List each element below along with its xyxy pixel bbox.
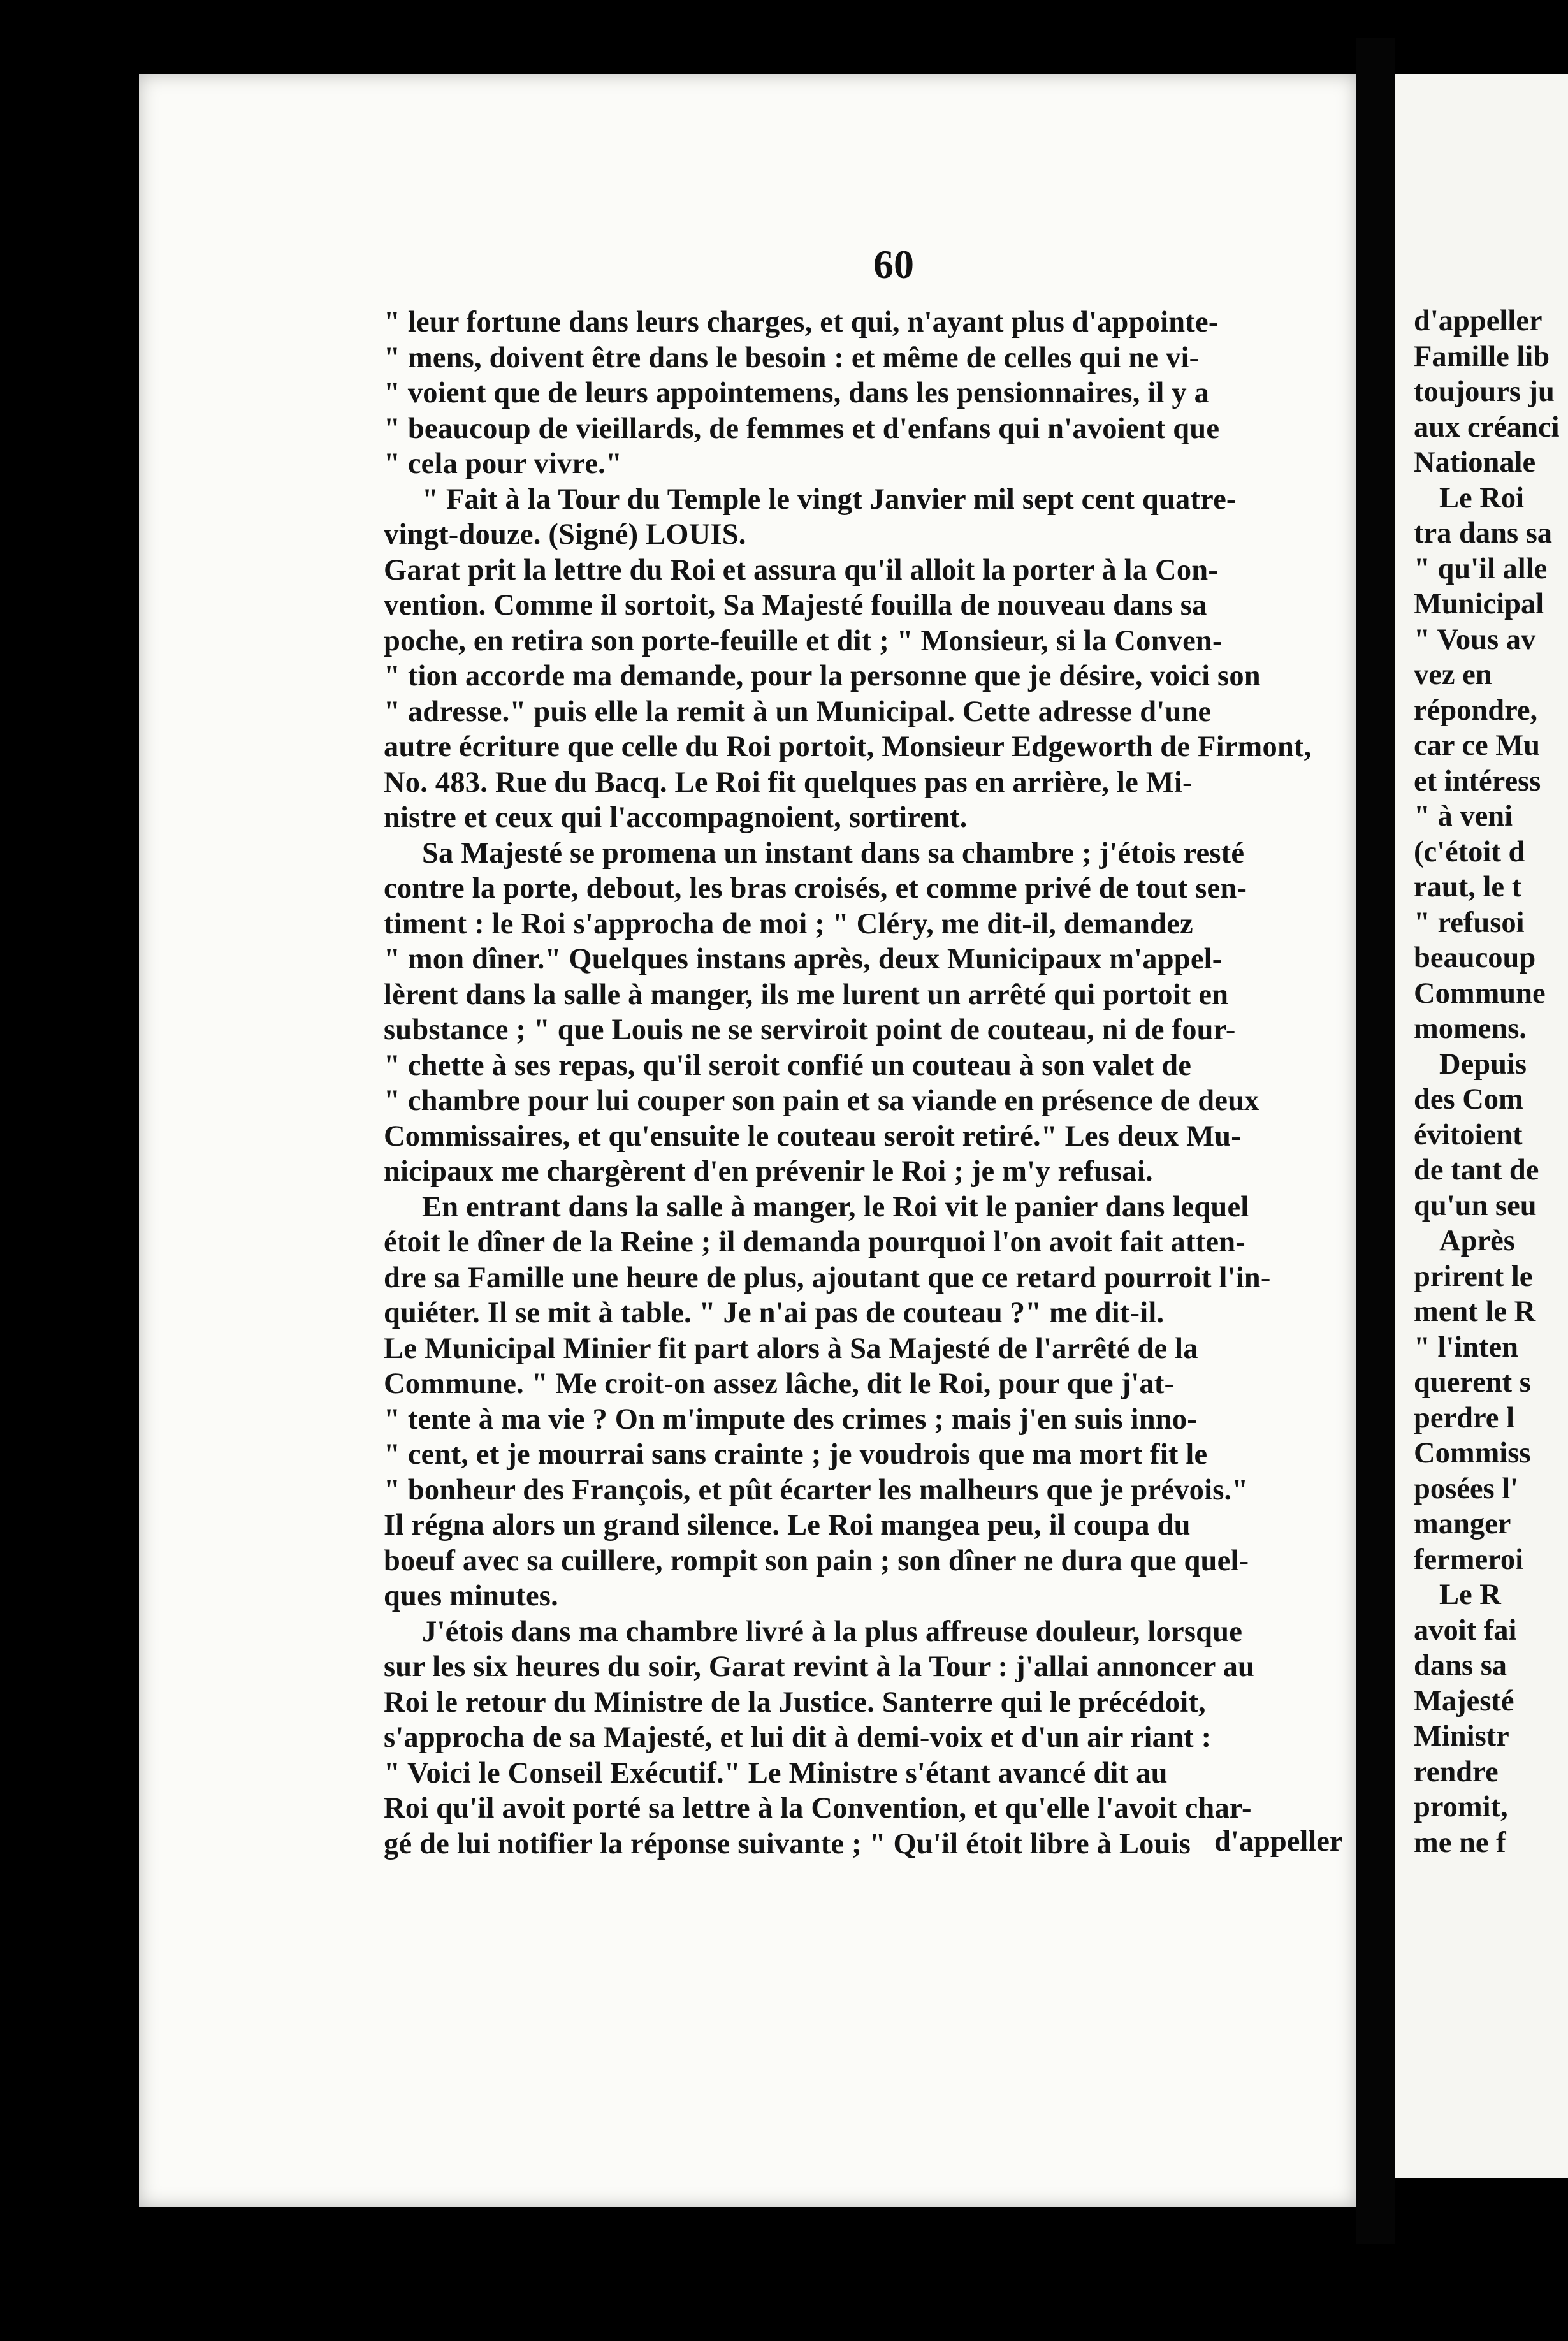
text-line: " tente à ma vie ? On m'impute des crimes ; mais j'en suis inno- (384, 1403, 1197, 1436)
text-line: " l'inten (1414, 1331, 1519, 1364)
text-line: Commiss (1414, 1437, 1531, 1470)
text-line: No. 483. Rue du Bacq. Le Roi fit quelques pas en arrière, le Mi- (384, 766, 1193, 799)
text-line: car ce Mu (1414, 729, 1540, 762)
text-line: vingt-douze. (Signé) LOUIS. (384, 518, 746, 551)
text-line: posées l' (1414, 1472, 1519, 1505)
text-line: perdre l (1414, 1401, 1514, 1434)
text-line: sur les six heures du soir, Garat revint à la Tour : j'allai annoncer au (384, 1651, 1255, 1683)
text-line: " beaucoup de vieillards, de femmes et d'enfans qui n'avoient que (384, 412, 1220, 445)
text-line: s'approcha de sa Majesté, et lui dit à demi-voix et d'un air riant : (384, 1721, 1212, 1754)
text-line: toujours ju (1414, 376, 1555, 408)
text-line: beaucoup (1414, 942, 1536, 974)
text-line: rendre (1414, 1755, 1499, 1788)
text-line: Majesté (1414, 1684, 1514, 1717)
text-line: aux créanci (1414, 411, 1560, 444)
text-line: Depuis (1439, 1047, 1527, 1081)
left-page-text (384, 305, 1359, 1862)
text-line: boeuf avec sa cuillere, rompit son pain ; son dîner ne dura que quel- (384, 1544, 1249, 1577)
text-line: " mon dîner." Quelques instans après, deux Municipaux m'appel- (384, 943, 1223, 975)
text-line: raut, le t (1414, 871, 1522, 903)
text-line: " bonheur des François, et pût écarter les malheurs que je prévois." (384, 1473, 1249, 1506)
text-line: " qu'il alle (1414, 552, 1548, 585)
text-line: Sa Majesté se promena un instant dans sa chambre ; j'étois resté (422, 836, 1245, 870)
text-line: prirent le (1414, 1260, 1533, 1293)
text-line: promit, (1414, 1791, 1508, 1823)
text-line: nicipaux me chargèrent d'en prévenir le Roi ; je m'y refusai. (384, 1155, 1153, 1188)
text-line: Municipal (1414, 588, 1544, 620)
text-line: Ministr (1414, 1720, 1509, 1753)
text-line: Nationale (1414, 446, 1536, 479)
text-line: contre la porte, debout, les bras croisés, et comme privé de tout sen- (384, 872, 1247, 905)
text-line: substance ; " que Louis ne se serviroit point de couteau, ni de four- (384, 1014, 1236, 1046)
text-line: " refusoi (1414, 906, 1525, 939)
text-line: querent s (1414, 1366, 1531, 1399)
text-line: vez en (1414, 659, 1492, 691)
text-line: Après (1439, 1225, 1515, 1257)
text-line: gé de lui notifier la réponse suivante ; " Qu'il étoit libre à Louis (384, 1827, 1191, 1860)
text-line: " mens, doivent être dans le besoin : et même de celles qui ne vi- (384, 341, 1200, 374)
text-line: " à veni (1414, 800, 1513, 833)
text-line: et intéress (1414, 764, 1541, 798)
text-line: " leur fortune dans leurs charges, et qui, n'ayant plus d'appointe- (384, 306, 1219, 339)
text-line: J'étois dans ma chambre livré à la plus affreuse douleur, lorsque (422, 1615, 1243, 1648)
text-line: dre sa Famille une heure de plus, ajoutant que ce retard pourroit l'in- (384, 1261, 1271, 1294)
right-page-text (1414, 303, 1568, 1860)
text-line: évitoient (1414, 1118, 1523, 1151)
text-line: Commissaires, et qu'ensuite le couteau seroit retiré." Les deux Mu- (384, 1119, 1241, 1153)
text-line: " Voici le Conseil Exécutif." Le Ministre s'étant avancé dit au (384, 1756, 1168, 1790)
text-line: Il régna alors un grand silence. Le Roi mangea peu, il coupa du (384, 1509, 1191, 1542)
text-line: avoit fai (1414, 1614, 1517, 1647)
catchword: d'appeller (1214, 1825, 1343, 1858)
text-line: ment le R (1414, 1295, 1536, 1328)
text-line: répondre, (1414, 694, 1538, 727)
text-line: Le Roi (1439, 481, 1525, 514)
text-line: momens. (1414, 1012, 1527, 1045)
text-line: de tant de (1414, 1154, 1539, 1186)
text-line: d'appeller (1414, 305, 1543, 337)
text-line: tra dans sa (1414, 517, 1553, 550)
text-line: poche, en retira son porte-feuille et dit ; " Monsieur, si la Conven- (384, 624, 1223, 657)
text-line: qu'un seu (1414, 1189, 1537, 1222)
text-line: ques minutes. (384, 1580, 558, 1612)
right-page (1395, 74, 1568, 2178)
text-line: vention. Comme il sortoit, Sa Majesté fouilla de nouveau dans sa (384, 589, 1207, 622)
text-line: nistre et ceux qui l'accompagnoient, sortirent. (384, 801, 968, 834)
text-line: " cela pour vivre." (384, 448, 623, 480)
text-line: Le R (1439, 1579, 1501, 1611)
text-line: étoit le dîner de la Reine ; il demanda pourquoi l'on avoit fait atten- (384, 1226, 1245, 1258)
text-line: Roi qu'il avoit porté sa lettre à la Convention, et qu'elle l'avoit char- (384, 1792, 1252, 1825)
text-line: autre écriture que celle du Roi portoit, Monsieur Edgeworth de Firmont, (384, 731, 1312, 763)
text-line: " voient que de leurs appointemens, dans les pensionnaires, il y a (384, 377, 1210, 409)
text-line: " adresse." puis elle la remit à un Municipal. Cette adresse d'une (384, 695, 1212, 728)
text-line: (c'étoit d (1414, 835, 1525, 868)
text-line: manger (1414, 1508, 1511, 1540)
text-line: timent : le Roi s'approcha de moi ; " Cléry, me dit-il, demandez (384, 907, 1193, 940)
text-line: lèrent dans la salle à manger, ils me lurent un arrêté qui portoit en (384, 978, 1229, 1011)
text-line: Roi le retour du Ministre de la Justice. Santerre qui le précédoit, (384, 1686, 1206, 1719)
text-line: " chambre pour lui couper son pain et sa viande en présence de deux (384, 1084, 1259, 1117)
text-line: me ne f (1414, 1826, 1506, 1859)
text-line: fermeroi (1414, 1543, 1524, 1576)
text-line: Famille lib (1414, 340, 1550, 373)
text-line: Commune. " Me croit-on assez lâche, dit le Roi, pour que j'at- (384, 1367, 1175, 1400)
text-line: Garat prit la lettre du Roi et assura qu'il alloit la porter à la Con- (384, 553, 1219, 587)
text-line: Le Municipal Minier fit part alors à Sa Majesté de l'arrêté de la (384, 1332, 1198, 1365)
book-gutter (1356, 38, 1395, 2244)
text-line: dans sa (1414, 1649, 1507, 1682)
text-line: des Com (1414, 1083, 1523, 1116)
text-line: " chette à ses repas, qu'il seroit confié un couteau à son valet de (384, 1049, 1192, 1082)
text-line: " Fait à la Tour du Temple le vingt Janvier mil sept cent quatre- (422, 483, 1237, 516)
text-line: " cent, et je mourrai sans crainte ; je voudrois que ma mort fit le (384, 1438, 1208, 1471)
text-line: Commune (1414, 977, 1546, 1010)
page-number: 60 (873, 242, 914, 287)
text-line: quiéter. Il se mit à table. " Je n'ai pas de couteau ?" me dit-il. (384, 1297, 1165, 1329)
text-line: " Vous av (1414, 623, 1536, 656)
text-line: En entrant dans la salle à manger, le Roi vit le panier dans lequel (422, 1190, 1249, 1223)
text-line: " tion accorde ma demande, pour la personne que je désire, voici son (384, 660, 1261, 692)
